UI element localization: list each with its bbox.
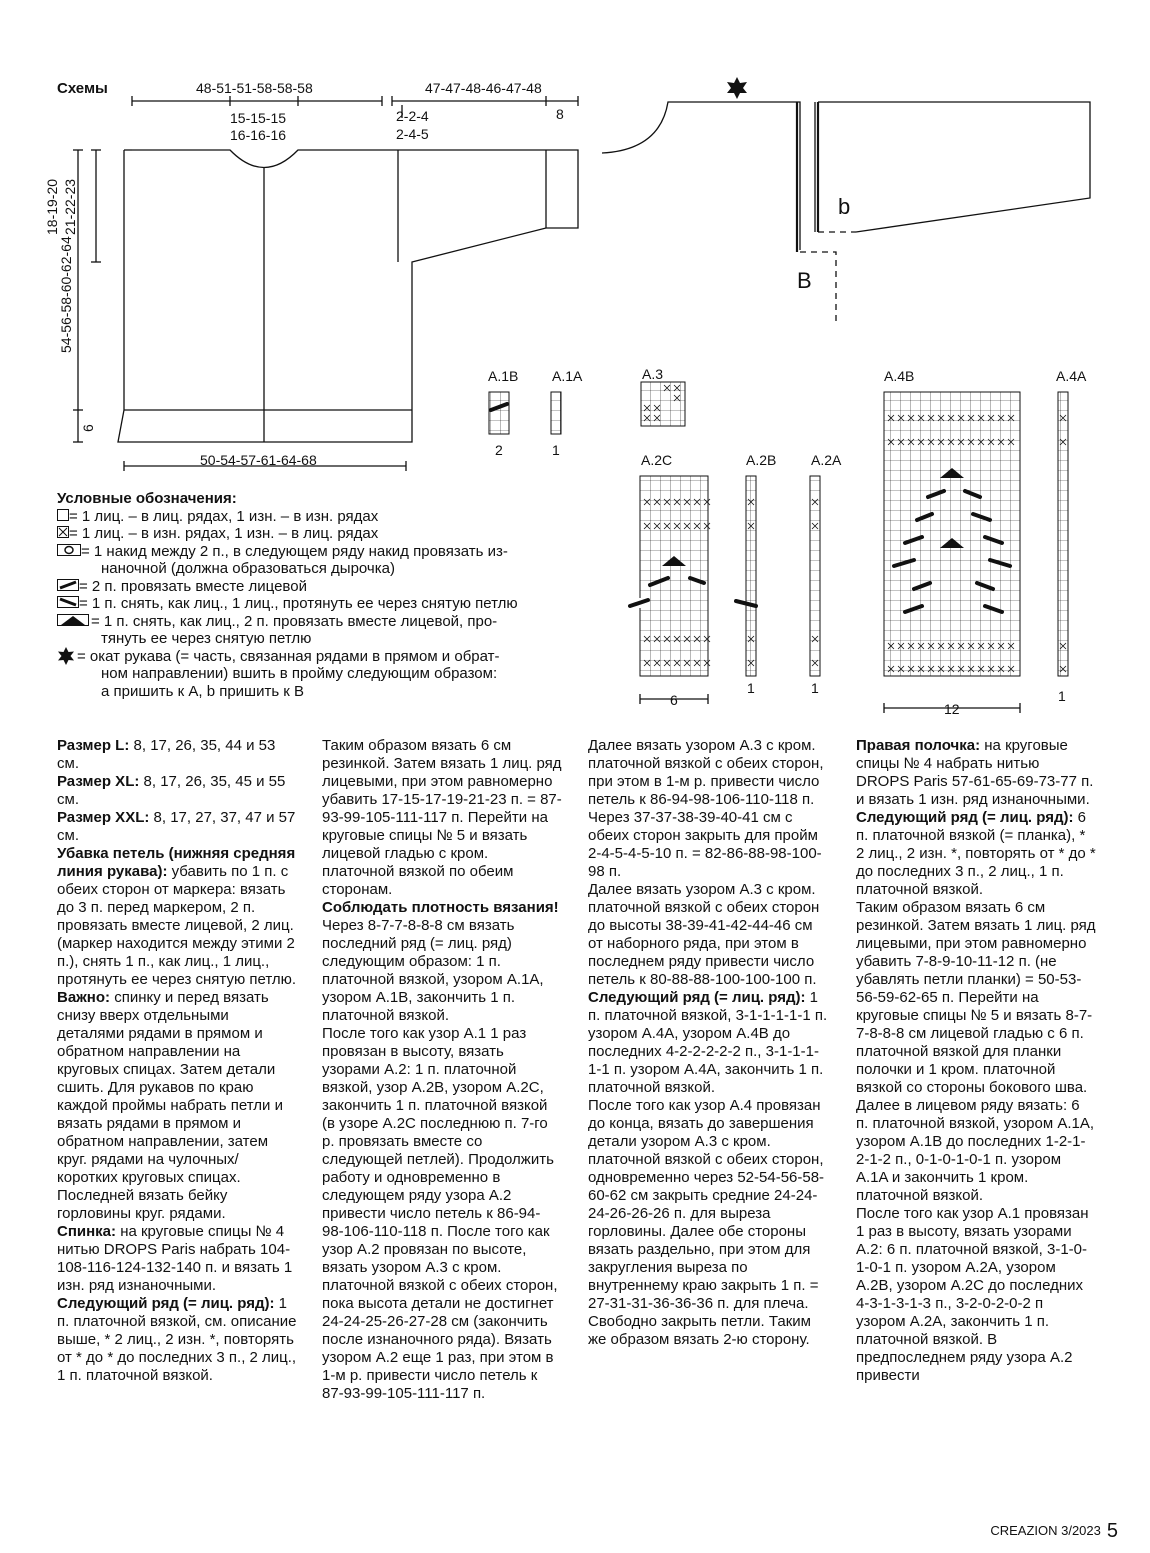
star-icon: [727, 77, 747, 99]
legend-item-skp: = 1 п. снять, как лиц., 1 лиц., протянуть ее через снятую петлю: [57, 595, 597, 613]
chart-a2b-label: A.2B: [746, 452, 777, 468]
paragraph-text: Через 8-7-7-8-8-8 см вязать последний ряд (= лиц. ряд) следующим образом: 1 п. платочной вязкой, узором A.1A, узором A.1B, закончить 1 п. платочной вязкой.: [322, 917, 544, 1024]
paragraph-heading: Следующий ряд (= лиц. ряд):: [57, 1295, 275, 1312]
paragraph-heading: Размер XL:: [57, 773, 140, 790]
paragraph-text: 8, 17, 26, 35, 45 и 55 см.: [57, 773, 286, 808]
double-decrease-icon: [57, 614, 89, 626]
legend-item-yarnover-cont: наночной (должна образоваться дырочка): [101, 560, 395, 577]
paragraph-text: спинку и перед вязать снизу вверх отдельными деталями рядами в прямом и обратном направлении на круговых спицах. Затем детали сшить. Для рукавов по краю каждой проймы набрать петли и вязать рядами в прямом и обратном направлении, затем круг. рядами на чулочных/коротких круговых спицах. Последней вязать бейку горловины круг. рядами.: [57, 989, 283, 1222]
paragraph: [588, 989, 828, 1097]
paragraph-heading: Спинка:: [57, 1223, 117, 1240]
paragraph-text: После того как узор A.4 провязан до конца, вязать до завершения детали узором A.3 с кром. платочной вязкой с обеих сторон, одновременно через 52-54-56-58-60-62 см закрыть средние 24-24-24-26-26-26 п. для выреза горловины. Далее обе стороны вязать раздельно, при этом для закругления выреза по внутреннему краю закрыть 1 п. = 27-31-31-36-36-36 п. для плеча. Свободно закрыть петли. Таким же образом вязать 2-ю сторону.: [588, 1097, 825, 1348]
paragraph-text: 8, 17, 27, 37, 47 и 57 см.: [57, 809, 296, 844]
paragraph: [322, 899, 562, 917]
dim-neck-w2: 16-16-16: [230, 127, 287, 143]
chart-a4a-count: 1: [1058, 688, 1066, 704]
chart-a4b-label: A.4B: [884, 368, 915, 384]
text-column-3: [588, 737, 828, 1349]
k2tog-icon: [57, 579, 79, 591]
paragraph-text: После того как узор A.1 провязан 1 раз в высоту, вязать узорами A.2: 6 п. платочной вязкой, 3-1-0-1-0-1 п. узором A.2A, узором A.2B, узором A.2C до последних 4-3-1-3-1-3 п., 3-2-0-2-0-2 п узором A.2A, закончить 1 п. платочной вязкой. В предпоследнем ряду узора A.2 привести: [856, 1205, 1089, 1384]
cross-square-icon: [57, 526, 69, 538]
legend-title: Условные обозначения:: [57, 490, 237, 507]
text-column-2: [322, 737, 562, 1403]
legend-item-sleeve-cap-cont1: ном направлении) вшить в пройму следующим образом:: [101, 665, 498, 682]
text-column-1: [57, 737, 297, 1385]
legend-item-purl: = 1 лиц. – в изн. рядах, 1 изн. – в лиц. рядах: [57, 525, 597, 543]
paragraph-text: 8, 17, 26, 35, 44 и 53 см.: [57, 737, 276, 772]
chart-a2a-label: A.2A: [811, 452, 842, 468]
legend-item-yarnover: = 1 накид между 2 п., в следующем ряду накид провязать из-: [57, 543, 597, 561]
dim-sleeve-cuff: 8: [556, 106, 564, 122]
dim-rib-height: 6: [80, 424, 96, 432]
paragraph: [856, 737, 1096, 809]
paragraph-heading: Размер L:: [57, 737, 130, 754]
paragraph-heading: Следующий ряд (= лиц. ряд):: [588, 989, 806, 1006]
paragraph-text: на круговые спицы № 4 нитью DROPS Paris набрать 104-108-116-124-132-140 п. и вязать 1 изн. ряд изнаночными.: [57, 1223, 293, 1294]
legend-item-knit: = 1 лиц. – в лиц. рядах, 1 изн. – в изн. рядах: [57, 508, 597, 526]
paragraph: [57, 989, 297, 1223]
legend-item-sleeve-cap-cont2: a пришить к A, b пришить к B: [101, 682, 305, 700]
paragraph-text: Таким образом вязать 6 см резинкой. Затем вязать 1 лиц. ряд лицевыми, при этом равномерно убавить 7-8-9-10-11-12 п. (не убавлять петли планки) = 50-53-56-59-62-65 п. Перейти на круговые спицы № 5 и вязать 8-7-7-8-8-8 см лицевой гладью с 6 п. платочной вязкой для планки полочки и 1 кром. платочной вязкой со стороны бокового шва. Далее в лицевом ряду вязать: 6 п. платочной вязкой, узором A.1A, узором A.1B до последних 1-2-1-2-1-2 п., 0-1-0-1-0-1 п. узором A.1A и закончить 1 кром. платочной вязкой.: [856, 899, 1096, 1204]
label-b: b: [838, 194, 851, 219]
paragraph-text: 6 п. платочной вязкой (= планка), * 2 лиц., 2 изн. *, повторять от * до * до последних 3 п., 2 лиц., 1 п. платочной вязкой.: [856, 809, 1096, 898]
chart-a1b-count: 2: [495, 442, 503, 458]
paragraph: [57, 845, 297, 989]
legend-item-sk2p: = 1 п. снять, как лиц., 2 п. провязать вместе лицевой, про-: [57, 613, 597, 631]
schematics-title: Схемы: [57, 80, 108, 97]
dim-sleeve-length: 47-47-48-46-47-48: [425, 80, 542, 96]
chart-a1b-label: A.1B: [488, 368, 519, 384]
legend: [57, 490, 597, 700]
dim-neck-w1: 15-15-15: [230, 110, 287, 126]
chart-a4a-label: A.4A: [1056, 368, 1087, 384]
chart-a1a-count: 1: [552, 442, 560, 458]
paragraph: [322, 737, 562, 899]
empty-square-icon: [57, 509, 69, 521]
paragraph: [322, 917, 562, 1025]
paragraph-heading: Убавка петель (нижняя средняя линия рукава):: [57, 845, 296, 880]
dim-sleeve-a2: 2-4-5: [396, 126, 429, 142]
page-footer: [990, 1520, 1118, 1543]
label-B: B: [797, 268, 812, 293]
paragraph: [57, 737, 297, 773]
paragraph: [856, 809, 1096, 899]
chart-a2b-count: 1: [747, 680, 755, 696]
paragraph: [856, 1205, 1096, 1385]
chart-a1a-label: A.1A: [552, 368, 583, 384]
dim-arm-h2: 21-22-23: [62, 178, 78, 235]
dim-bottom-width: 50-54-57-61-64-68: [200, 452, 317, 468]
paragraph: [588, 881, 828, 989]
chart-a4b-count: 12: [944, 701, 960, 717]
paragraph-heading: Важно:: [57, 989, 111, 1006]
chart-a2a-count: 1: [811, 680, 819, 696]
paragraph-text: Далее вязать узором A.3 с кром. платочной вязкой с обеих сторон, при этом в 1-м р. привести число петель к 86-94-98-106-110-118 п. Через 37-37-38-39-40-41 см с обеих сторон закрыть для пройм 2-4-5-4-5-10 п. = 82-86-88-98-100-98 п.: [588, 737, 824, 880]
paragraph-text: на круговые спицы № 4 набрать нитью DROPS Paris 57-61-65-69-73-77 п. и вязать 1 изн. ряд изнаночными.: [856, 737, 1094, 808]
paragraph-text: 1 п. платочной вязкой, 3-1-1-1-1-1 п. узором A.4A, узором A.4B до последних 4-2-2-2-2-2 п., 3-1-1-1-1-1 п. узором A.4A, закончить 1 п. платочной вязкой.: [588, 989, 828, 1096]
paragraph-heading: Следующий ряд (= лиц. ряд):: [856, 809, 1074, 826]
paragraph: [588, 1097, 828, 1349]
paragraph-heading: Соблюдать плотность вязания!: [322, 899, 559, 916]
paragraph: [588, 737, 828, 881]
chart-a2c-label: A.2C: [641, 452, 673, 468]
paragraph-text: Таким образом вязать 6 см резинкой. Затем вязать 1 лиц. ряд лицевыми, при этом равномерно убавить 17-15-17-19-21-23 п. = 87-93-99-105-111-117 п. Перейти на круговые спицы № 5 и вязать лицевой гладью с кром. платочной вязкой по обеим сторонам.: [322, 737, 562, 898]
dim-top-width: 48-51-51-58-58-58: [196, 80, 313, 96]
paragraph-text: убавить по 1 п. с обеих сторон от маркера: вязать до 3 п. перед маркером, 2 п. провязать вместе лицевой, 2 лиц. (маркер находится между этими 2 п.), снять 1 п., как лиц., 1 лиц., протянуть ее через снятую петлю.: [57, 863, 297, 988]
legend-item-k2tog: = 2 п. провязать вместе лицевой: [57, 578, 597, 596]
dim-arm-h1: 18-19-20: [44, 178, 60, 235]
paragraph: [322, 1025, 562, 1403]
paragraph: [57, 773, 297, 809]
paragraph-heading: Размер XXL:: [57, 809, 150, 826]
paragraph-text: После того как узор A.1 1 раз провязан в высоту, вязать узорами A.2: 1 п. платочной вязкой, узор A.2B, узором A.2C, закончить 1 п. платочной вязкой (в узоре A.2C последнюю п. 7-го р. провязать вместе со следующей петлей). Продолжить работу и одновременно в следующем ряду узора A.2 привести число петель к 86-94-98-106-110-118 п. После того как узор A.2 провязан по высоте, вязать узором A.3 с кром. платочной вязкой с обеих сторон, пока высота детали не достигнет 24-24-25-26-27-28 см (закончить после изнаночного ряда). Вязать узором A.2 еще 1 раз, при этом в 1-м р. привести число петель к 87-93-99-105-111-117 п.: [322, 1025, 558, 1402]
paragraph-text: 1 п. платочной вязкой, см. описание выше, * 2 лиц., 2 изн. *, повторять от * до * до последних 3 п., 2 лиц., 1 п. платочной вязкой.: [57, 1295, 297, 1384]
paragraph-text: Далее вязать узором A.3 с кром. платочной вязкой с обеих сторон до высоты 38-39-41-42-44-46 см от наборного ряда, при этом в последнем ряду привести число петель к 80-88-88-100-100-100 п.: [588, 881, 820, 988]
chart-a2c-count: 6: [670, 692, 678, 708]
skp-icon: [57, 596, 79, 608]
paragraph: [57, 809, 297, 845]
chart-a3-label: A.3: [642, 366, 664, 382]
paragraph: [856, 899, 1096, 1205]
dim-sleeve-a1: 2-2-4: [396, 108, 429, 124]
text-column-4: [856, 737, 1096, 1385]
legend-item-sleeve-cap: = окат рукава (= часть, связанная рядами в прямом и обрат-: [57, 648, 597, 666]
yarnover-icon: [57, 544, 81, 556]
legend-item-sk2p-cont: тянуть ее через снятую петлю: [101, 630, 312, 647]
paragraph: [57, 1223, 297, 1295]
page-number: 5: [1106, 1520, 1118, 1542]
paragraph: [57, 1295, 297, 1385]
paragraph-heading: Правая полочка:: [856, 737, 981, 754]
magazine-issue: CREAZION 3/2023: [990, 1523, 1101, 1538]
star-icon: [57, 647, 75, 665]
dim-total-height: 54-56-58-60-62-64: [58, 236, 74, 353]
